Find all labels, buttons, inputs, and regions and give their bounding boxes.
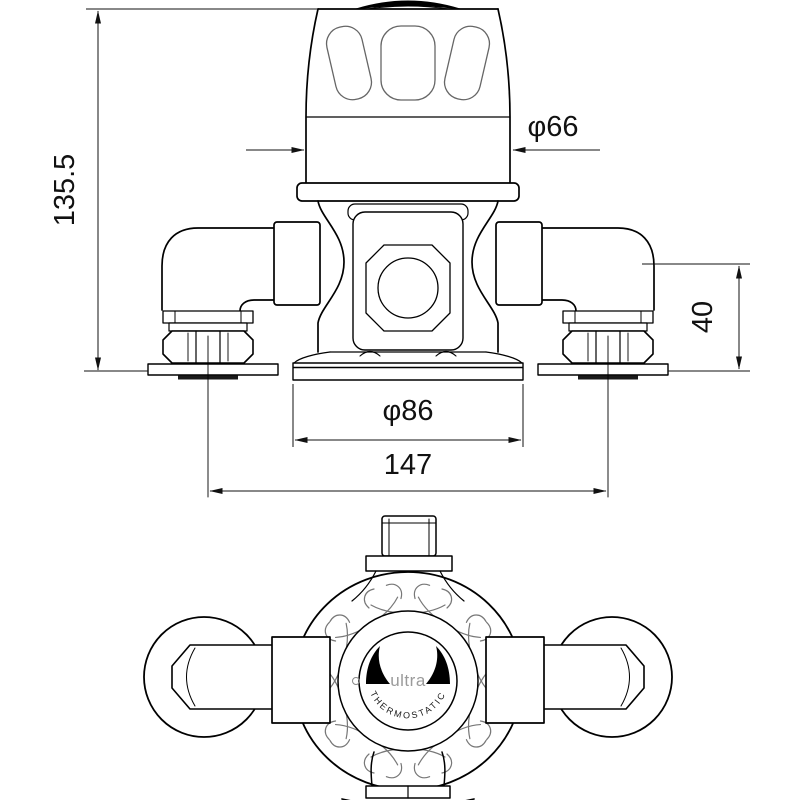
dim-base-diameter-label: φ86 bbox=[382, 395, 434, 427]
left-wall-flange bbox=[148, 364, 278, 375]
knob-grip-cutouts bbox=[323, 23, 493, 103]
ultra-logo-text: ultra bbox=[390, 671, 426, 690]
dim-knob-diameter-label: φ66 bbox=[527, 111, 579, 143]
thermostatic-ring-text: THERMOSTATIC bbox=[368, 689, 448, 721]
knob-cap bbox=[356, 1, 460, 9]
left-union-block bbox=[274, 222, 320, 305]
dim-centres-label: 147 bbox=[383, 449, 433, 481]
plan-view bbox=[144, 516, 672, 800]
plan-right-pipe bbox=[544, 645, 644, 709]
plan-left-arm bbox=[272, 637, 330, 723]
plan-right-arm bbox=[486, 637, 544, 723]
right-union-block bbox=[496, 222, 542, 305]
plan-left-pipe bbox=[172, 645, 272, 709]
control-collar bbox=[297, 183, 519, 201]
handle-knob bbox=[306, 1, 510, 183]
dim-offset-label: 40 bbox=[687, 300, 719, 334]
right-wall-flange bbox=[538, 364, 668, 375]
dim-height-label: 135.5 bbox=[49, 153, 81, 227]
left-elbow bbox=[148, 228, 278, 380]
base-plate bbox=[293, 352, 523, 380]
right-elbow bbox=[538, 228, 668, 380]
